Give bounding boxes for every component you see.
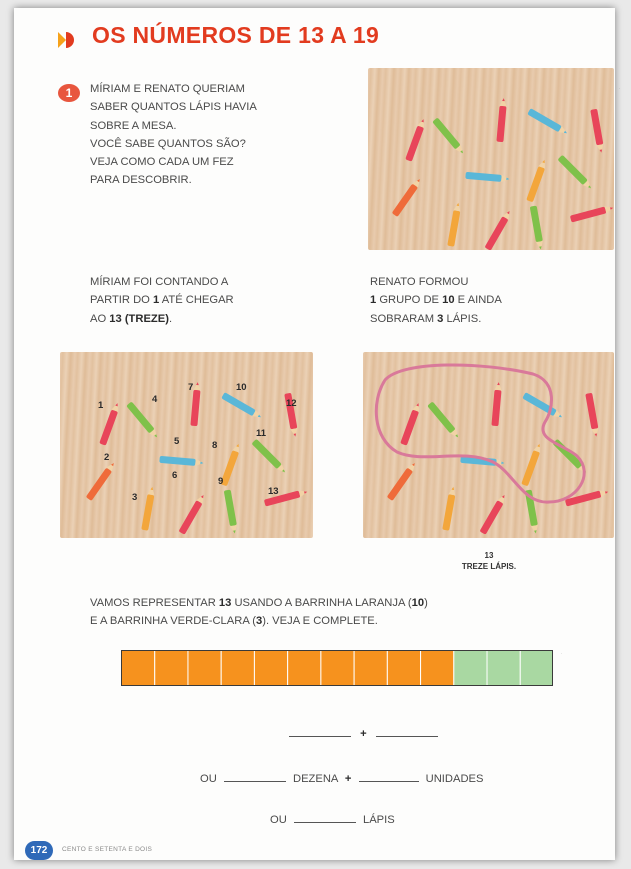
represent-line: VAMOS REPRESENTAR 13 USANDO A BARRINHA LARANJA (10) <box>90 597 428 609</box>
question-number-badge: 1 <box>58 84 80 102</box>
pencil-count-label: 4 <box>152 394 158 405</box>
pencil-icon <box>496 98 507 142</box>
grouped-pencils-illustration <box>363 352 614 538</box>
pencil-count-label: 6 <box>172 470 178 481</box>
pencils-photo-grouped <box>363 352 614 538</box>
pencil-icon <box>521 443 543 487</box>
orange-unit-cell <box>188 651 221 686</box>
caption-text: TREZE LÁPIS. <box>461 562 517 571</box>
blank-units[interactable] <box>376 735 438 737</box>
pencil-icon <box>159 456 203 467</box>
renato-line: 1 GRUPO DE 10 E AINDA <box>370 294 502 307</box>
orange-unit-cell <box>321 651 354 686</box>
orange-unit-cell <box>155 651 188 686</box>
intro-line: VEJA COMO CADA UM FEZ <box>90 156 234 169</box>
pencil-count-label: 9 <box>218 476 224 487</box>
pencil-count-label: 3 <box>132 492 138 503</box>
miriam-line: AO 13 (TREZE). <box>90 312 173 325</box>
pencil-icon <box>86 461 117 501</box>
miriam-line: MÍRIAM FOI CONTANDO A <box>90 276 229 288</box>
pencil-icon <box>590 109 605 154</box>
ou-label: OU <box>200 773 217 785</box>
represent-text <box>90 594 610 631</box>
intro-line: SABER QUANTOS LÁPIS HAVIA <box>90 101 257 114</box>
pencil-count-label: 7 <box>188 382 194 393</box>
green-unit-cell <box>520 651 553 686</box>
pencil-count-label: 11 <box>256 428 267 439</box>
pencil-count-label: 10 <box>236 382 247 393</box>
plus-sign: + <box>344 773 352 785</box>
pencil-icon <box>126 401 160 439</box>
pencil-icon <box>220 443 242 487</box>
pencil-icon <box>465 172 509 183</box>
blank-unidades[interactable] <box>359 780 419 782</box>
blank-dezena[interactable] <box>224 780 286 782</box>
pencil-count-label: 13 <box>268 486 279 497</box>
blank-tens[interactable] <box>289 735 351 737</box>
ou-label: OU <box>270 814 287 826</box>
pencil-count-label: 8 <box>212 440 218 451</box>
caption-number: 13 <box>484 551 494 560</box>
pencil-icon <box>484 209 512 250</box>
represent-line: E A BARRINHA VERDE-CLARA (3). VEJA E COMPLETE. <box>90 615 378 628</box>
bar-credit: · <box>559 653 563 655</box>
intro-line: MÍRIAM E RENATO QUERIAM <box>90 83 245 95</box>
title-bullet-icon <box>56 30 78 50</box>
pencil-icon <box>221 392 263 420</box>
orange-unit-cell <box>254 651 287 686</box>
orange-unit-cell <box>421 651 454 686</box>
pencil-icon <box>530 206 545 250</box>
pencil-count-label: 2 <box>104 452 110 463</box>
unidades-label: UNIDADES <box>425 773 484 785</box>
pencil-count-label: 1 <box>98 400 104 411</box>
scattered-pencils-illustration <box>368 68 614 250</box>
pencil-icon <box>405 118 427 162</box>
pencil-count-label: 12 <box>286 398 297 409</box>
fill-in-sum <box>289 725 438 743</box>
pencil-count-label: 5 <box>174 436 180 447</box>
pencil-icon <box>224 490 239 535</box>
photo-credit: · <box>617 88 621 90</box>
page-title: OS NÚMEROS DE 13 A 19 <box>92 22 380 48</box>
pencil-icon <box>447 202 462 247</box>
pencil-icon <box>442 486 457 531</box>
orange-unit-cell <box>354 651 387 686</box>
pencil-icon <box>585 393 600 438</box>
orange-unit-cell <box>221 651 254 686</box>
pencil-icon <box>432 117 466 155</box>
pencil-icon <box>479 493 507 535</box>
renato-line: RENATO FORMOU <box>370 276 469 288</box>
intro-line: PARA DESCOBRIR. <box>90 174 192 187</box>
pencil-icon <box>557 155 593 191</box>
number-bar <box>121 650 553 686</box>
green-unit-cell <box>487 651 520 686</box>
pencil-icon <box>141 486 156 531</box>
pencil-icon <box>527 108 569 136</box>
fill-in-lapis <box>270 811 395 829</box>
miriam-text <box>90 273 330 328</box>
pencil-icon <box>526 159 548 203</box>
miriam-line: PARTIR DO 1 ATÉ CHEGAR <box>90 294 234 307</box>
fill-in-dezena <box>200 770 483 788</box>
pencil-icon <box>491 382 502 426</box>
lapis-label: LÁPIS <box>363 814 395 826</box>
pencil-icon <box>565 488 609 506</box>
textbook-page <box>14 8 621 860</box>
dezena-label: DEZENA <box>293 773 338 785</box>
page-number-text: CENTO E SETENTA E DOIS <box>62 846 153 853</box>
plus-sign: + <box>360 728 367 740</box>
orange-unit-cell <box>387 651 420 686</box>
intro-line: SOBRE A MESA. <box>90 119 177 132</box>
pencil-icon <box>570 204 614 222</box>
page-number-badge: 172 <box>25 841 53 860</box>
pencil-icon <box>392 177 423 217</box>
pencil-icon <box>522 392 564 420</box>
intro-text <box>90 80 330 190</box>
renato-text <box>370 273 610 328</box>
pencil-count-caption <box>434 550 544 572</box>
blank-lapis[interactable] <box>294 821 356 823</box>
orange-green-bar <box>121 650 553 686</box>
renato-line: SOBRARAM 3 LÁPIS. <box>370 312 482 325</box>
pencil-icon <box>251 439 287 475</box>
intro-line: VOCÊ SABE QUANTOS SÃO? <box>90 137 246 150</box>
pencil-icon <box>387 461 418 501</box>
green-unit-cell <box>454 651 487 686</box>
pencil-icon <box>178 493 206 535</box>
orange-unit-cell <box>122 651 155 686</box>
pencil-icon <box>400 402 422 446</box>
pencils-photo-top <box>368 68 614 250</box>
pencils-photo-counted <box>60 352 313 538</box>
pencil-icon <box>427 401 461 439</box>
counted-pencils-illustration <box>60 352 313 538</box>
orange-unit-cell <box>288 651 321 686</box>
